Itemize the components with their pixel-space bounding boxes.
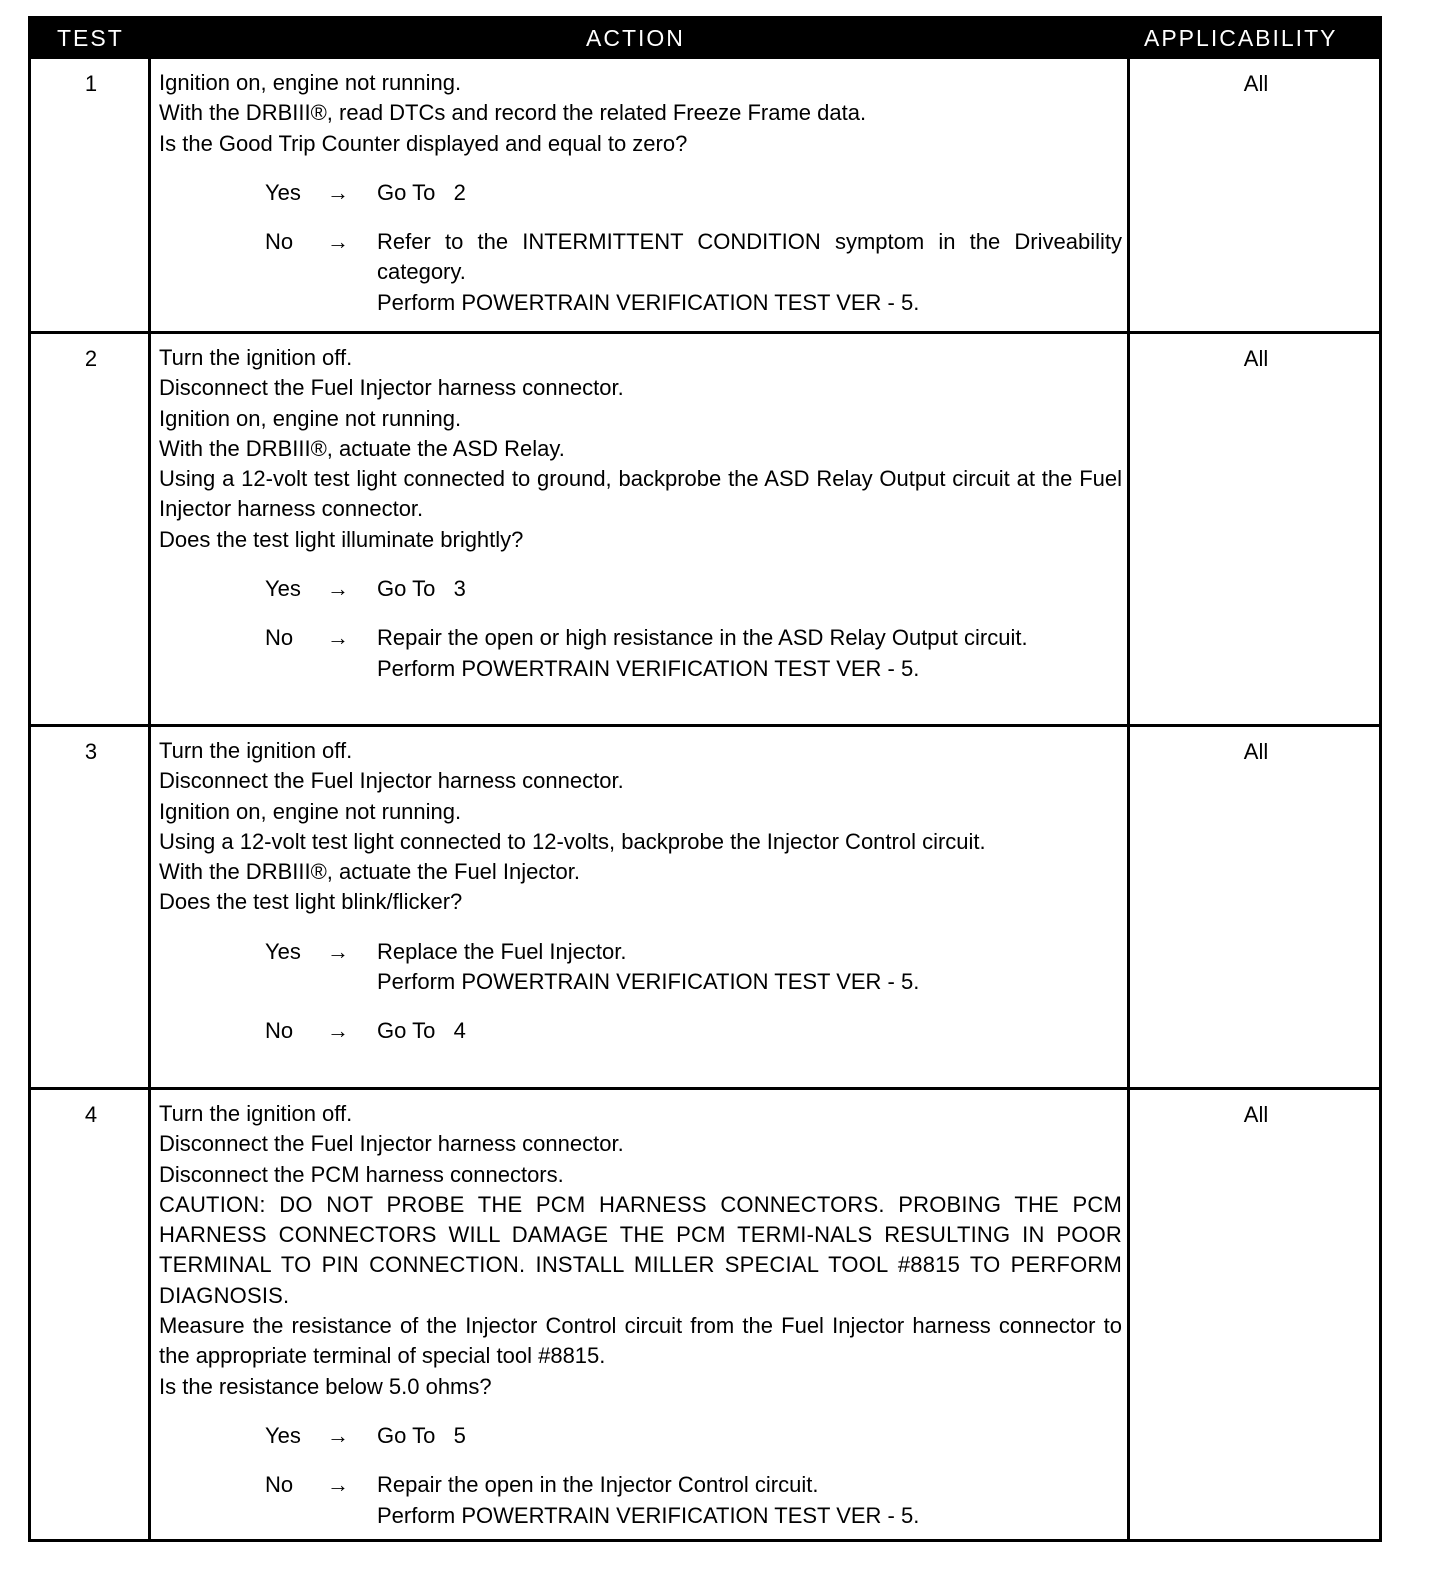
- caution-text: CAUTION: DO NOT PROBE THE PCM HARNESS CONNECTORS. PROBING THE PCM HARNESS CONNECTORS WILL DAMAGE THE PCM TERMI-NALS RESULTING IN POOR TERMINAL TO PIN CONNECTION. INSTALL MILLER SPECIAL TOOL #8815 TO PERFORM DIAGNOSIS.: [159, 1191, 1122, 1308]
- yes-branch: [159, 1421, 1122, 1451]
- no-result: Refer to the INTERMITTENT CONDITION symptom in the Driveability category.: [377, 229, 1122, 285]
- action-step: Disconnect the Fuel Injector harness connector.: [159, 768, 624, 794]
- action-step: Using a 12-volt test light connected to 12-volts, backprobe the Injector Control circuit.: [159, 828, 986, 854]
- no-branch: [159, 1016, 1122, 1046]
- diagnostic-table: [28, 16, 1382, 1542]
- no-result: Repair the open or high resistance in the ASD Relay Output circuit.: [377, 625, 1028, 651]
- yes-result: Replace the Fuel Injector.: [377, 938, 627, 964]
- action-cell: [159, 343, 1122, 684]
- arrow-icon: →: [327, 1018, 349, 1044]
- no-result: Perform POWERTRAIN VERIFICATION TEST VER - 5.: [377, 289, 920, 315]
- applicability-value: All: [1243, 739, 1269, 764]
- arrow-icon: →: [327, 1472, 349, 1498]
- yes-branch: [159, 178, 1122, 208]
- arrow-icon: →: [327, 938, 349, 964]
- yes-result: Perform POWERTRAIN VERIFICATION TEST VER - 5.: [377, 969, 920, 995]
- yes-label: Yes: [265, 179, 301, 205]
- yes-label: Yes: [265, 938, 301, 964]
- no-result: Perform POWERTRAIN VERIFICATION TEST VER - 5.: [377, 1502, 920, 1528]
- test-number: 3: [84, 739, 98, 764]
- no-branch: [159, 623, 1122, 684]
- test-number: 1: [84, 71, 98, 96]
- applicability-value: All: [1243, 1102, 1269, 1127]
- action-step: Is the resistance below 5.0 ohms?: [159, 1373, 492, 1399]
- no-result: Go To 4: [377, 1018, 466, 1044]
- yes-branch: [159, 574, 1122, 604]
- no-result: Perform POWERTRAIN VERIFICATION TEST VER - 5.: [377, 655, 920, 681]
- yes-result: Go To 5: [377, 1422, 466, 1448]
- action-step: Ignition on, engine not running.: [159, 70, 462, 95]
- yes-branch: [159, 937, 1122, 998]
- action-step: Is the Good Trip Counter displayed and equal to zero?: [159, 130, 688, 156]
- no-branch: [159, 227, 1122, 318]
- action-cell: [159, 736, 1122, 1047]
- test-number: 2: [84, 346, 98, 371]
- arrow-icon: →: [327, 625, 349, 651]
- arrow-icon: →: [327, 179, 349, 205]
- header-applicability: APPLICABILITY: [1144, 25, 1338, 51]
- action-step: Disconnect the Fuel Injector harness connector.: [159, 1131, 624, 1157]
- table-row: [31, 724, 1379, 1087]
- yes-result: Go To 3: [377, 576, 466, 602]
- test-number: 4: [84, 1102, 98, 1127]
- table-header: [31, 19, 1379, 59]
- action-step: Disconnect the Fuel Injector harness connector.: [159, 375, 624, 401]
- no-result: Repair the open in the Injector Control circuit.: [377, 1472, 819, 1498]
- table-row: [31, 331, 1379, 724]
- arrow-icon: →: [327, 229, 349, 255]
- action-cell: [159, 1099, 1122, 1531]
- action-step: Ignition on, engine not running.: [159, 405, 462, 431]
- action-cell: [159, 68, 1122, 318]
- action-step: Disconnect the PCM harness connectors.: [159, 1161, 564, 1187]
- action-step: Turn the ignition off.: [159, 345, 353, 370]
- action-step: With the DRBIII®, actuate the Fuel Injector.: [159, 859, 580, 885]
- header-test: TEST: [57, 25, 124, 51]
- action-step: Measure the resistance of the Injector Control circuit from the Fuel Injector harness connector to the appropriate terminal of special tool #8815.: [159, 1313, 1122, 1369]
- header-action: ACTION: [586, 25, 685, 51]
- action-step: With the DRBIII®, actuate the ASD Relay.: [159, 435, 565, 461]
- action-step: Using a 12-volt test light connected to ground, backprobe the ASD Relay Output circuit at the Fuel Injector harness connector.: [159, 466, 1122, 522]
- arrow-icon: →: [327, 1422, 349, 1448]
- yes-result: Go To 2: [377, 179, 466, 205]
- yes-label: Yes: [265, 576, 301, 602]
- arrow-icon: →: [327, 576, 349, 602]
- action-step: Turn the ignition off.: [159, 738, 353, 763]
- action-step: Turn the ignition off.: [159, 1101, 353, 1126]
- action-step: Ignition on, engine not running.: [159, 798, 462, 824]
- no-label: No: [265, 625, 294, 651]
- no-branch: [159, 1470, 1122, 1531]
- action-step: With the DRBIII®, read DTCs and record the related Freeze Frame data.: [159, 100, 867, 126]
- action-step: Does the test light blink/flicker?: [159, 889, 463, 915]
- table-row: [31, 1087, 1379, 1542]
- applicability-value: All: [1243, 346, 1269, 371]
- yes-label: Yes: [265, 1422, 301, 1448]
- action-step: Does the test light illuminate brightly?: [159, 526, 524, 552]
- no-label: No: [265, 1018, 294, 1044]
- applicability-value: All: [1243, 71, 1269, 96]
- table-row: [31, 59, 1379, 331]
- no-label: No: [265, 1472, 294, 1498]
- no-label: No: [265, 229, 294, 255]
